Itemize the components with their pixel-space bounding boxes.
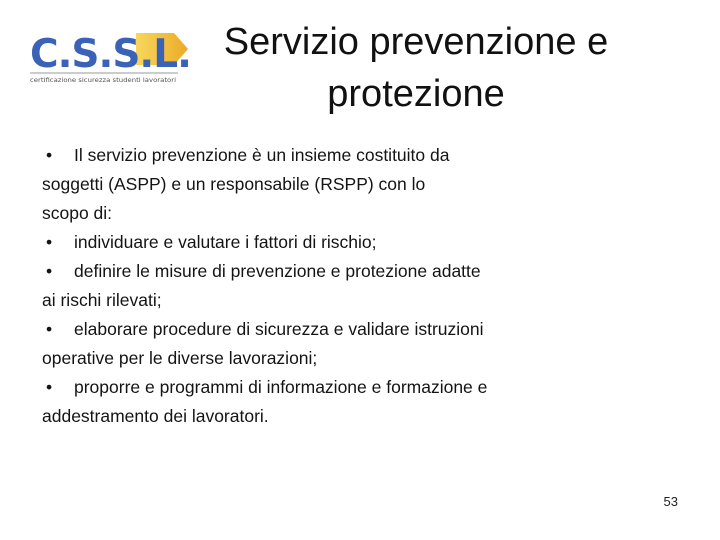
bullet-text-line: ai rischi rilevati; (42, 290, 162, 310)
bullet-text-line: elaborare procedure di sicurezza e validare istruzioni (74, 319, 484, 339)
slide-body (42, 141, 582, 431)
logo-letters: C.S.S.L. (30, 32, 191, 77)
slide-title-line-1: Servizio prevenzione e (223, 21, 609, 63)
bullet-paragraph (42, 141, 582, 228)
bullet-paragraph (42, 315, 582, 373)
cssl-logo (28, 24, 196, 88)
bullet-icon: • (46, 145, 53, 165)
bullet-icon: • (46, 319, 53, 339)
slide-title (186, 16, 646, 120)
logo-tagline: certificazione sicurezza studenti lavoratori (30, 76, 177, 84)
page-number: 53 (663, 494, 678, 509)
bullet-paragraph (42, 228, 582, 257)
bullet-icon: • (46, 377, 53, 397)
bullet-text-line: Il servizio prevenzione è un insieme costituito da (74, 145, 450, 165)
bullet-icon: • (46, 232, 53, 252)
bullet-text-line: definire le misure di prevenzione e protezione adatte (74, 261, 481, 281)
bullet-text-line: operative per le diverse lavorazioni; (42, 348, 318, 368)
bullet-icon: • (46, 261, 53, 281)
bullet-paragraph (42, 373, 582, 431)
bullet-text-line: individuare e valutare i fattori di rischio; (74, 232, 377, 252)
bullet-text-line: proporre e programmi di informazione e formazione e (74, 377, 488, 397)
bullet-text-line: addestramento dei lavoratori. (42, 406, 269, 426)
bullet-text-line: scopo di: (42, 203, 113, 223)
cssl-logo-graphic (28, 24, 196, 88)
bullet-paragraph (42, 257, 582, 315)
bullet-text-line: soggetti (ASPP) e un responsabile (RSPP) con lo (42, 174, 426, 194)
slide-title-line-2: protezione (327, 73, 505, 115)
